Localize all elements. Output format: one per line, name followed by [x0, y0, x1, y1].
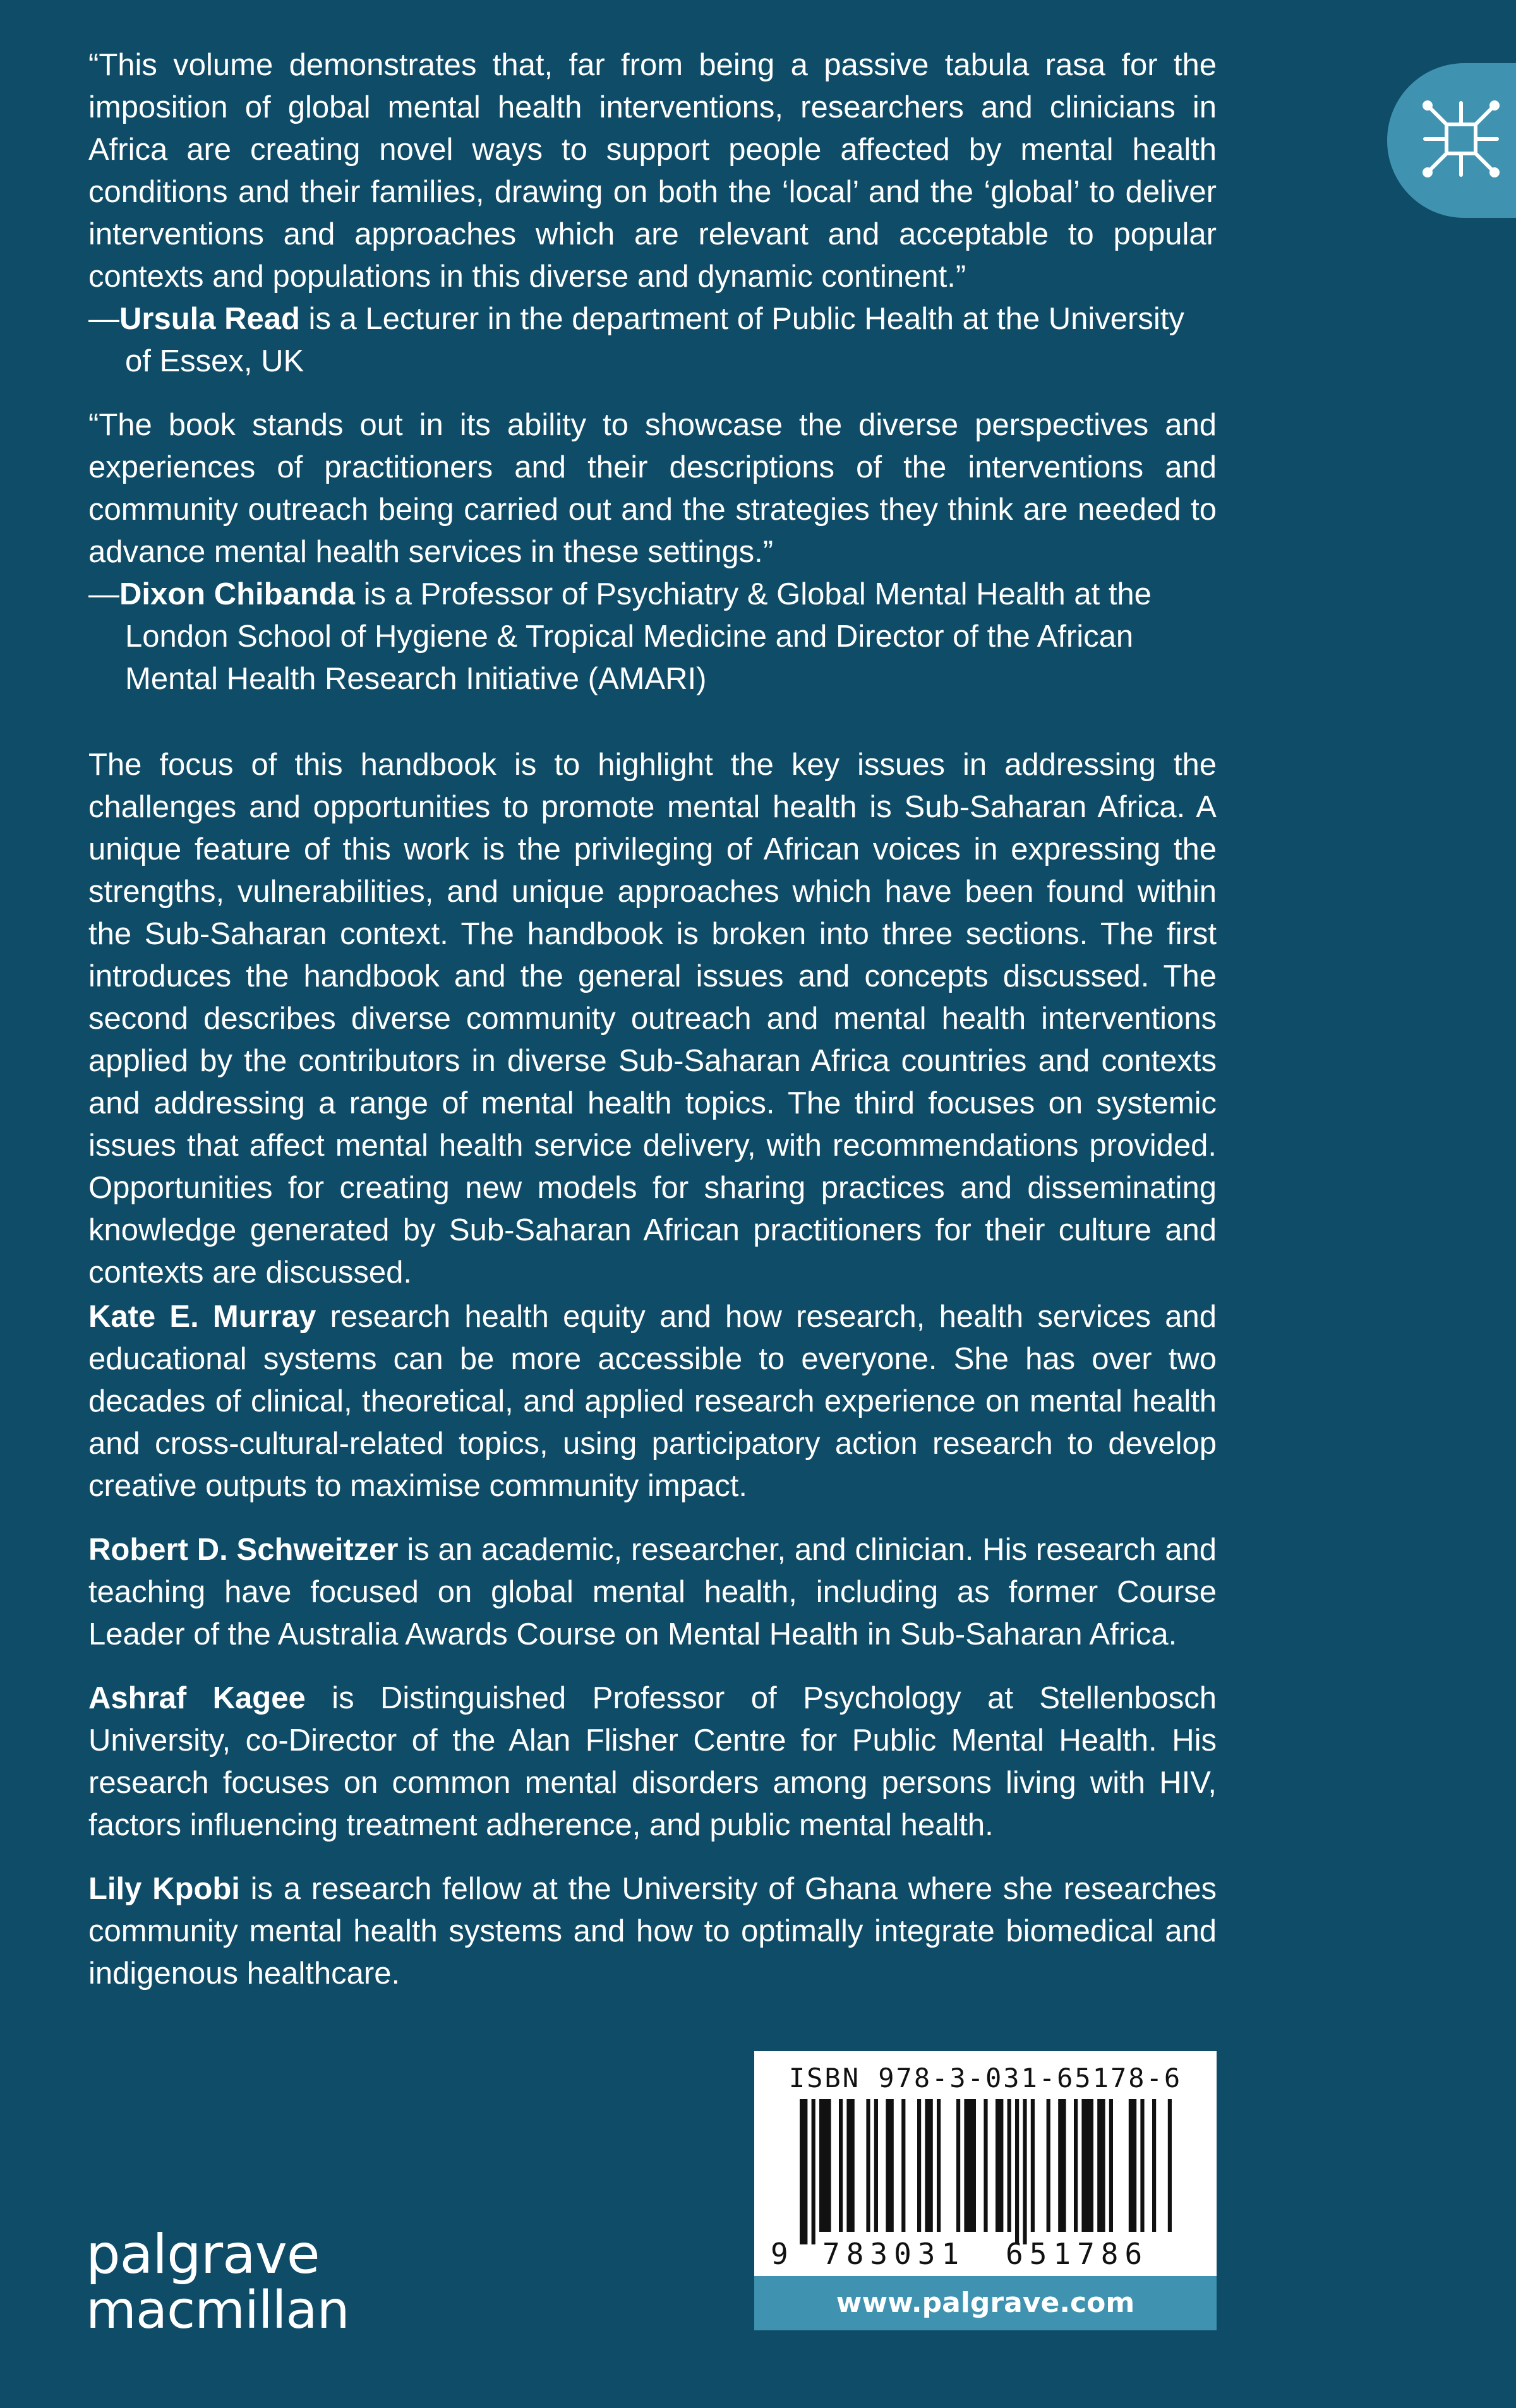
- author-name: Kate E. Murray: [88, 1300, 316, 1334]
- description-text: The focus of this handbook is to highlight the key issues in addressing the challenges and opportunities to promote mental health is Sub-Saharan Africa. A unique feature of this work is the privileging of African voices in expressing the strengths, vulnerabilities, and unique approaches which have been found within the Sub-Saharan context. The handbook is broken into three sections. The first introduces the handbook and the general issues and concepts discussed. The second describes diverse community outreach and mental health interventions applied by the contributors in diverse Sub-Saharan Africa countries and contexts and addressing a range of mental health topics. The third focuses on systemic issues that affect mental health service delivery, with recommendations provided. Opportunities for creating new models for sharing practices and disseminating knowledge generated by Sub-Saharan African practitioners for their culture and contexts are discussed.: [88, 748, 1217, 1290]
- barcode-bar: [917, 2099, 921, 2232]
- author-name: Ashraf Kagee: [88, 1681, 306, 1715]
- isbn-barcode-box: ISBN 978-3-031-65178-6 9 783031 651786: [754, 2051, 1217, 2276]
- barcode-bar: [937, 2099, 941, 2232]
- endorsement-1: [88, 44, 1217, 383]
- author-name: Robert D. Schweitzer: [88, 1533, 399, 1567]
- author-bio-text: is an academic, researcher, and clinician. His research and teaching have focused on global mental health, including as former Course Leader of the Australia Awards Course on Mental Health in Sub-Saharan Africa.: [88, 1533, 1217, 1651]
- barcode-bar: [874, 2099, 878, 2232]
- endorsement-1-attribution: —Ursula Read is a Lecturer in the department of Public Health at the University of Essex, UK: [88, 302, 1184, 378]
- barcode-bar: [956, 2099, 960, 2232]
- endorser-name: Dixon Chibanda: [119, 577, 355, 611]
- barcode-bar: [984, 2099, 987, 2232]
- barcode-bar: [866, 2099, 870, 2232]
- barcode-bar: [886, 2099, 893, 2232]
- author-name: Lily Kpobi: [88, 1872, 240, 1906]
- publisher-logo: [86, 2223, 349, 2340]
- barcode-bar: [964, 2099, 976, 2232]
- author-bio-text: is a research fellow at the University of Ghana where she researches community mental health systems and how to optimally integrate biomedical and indigenous healthcare.: [88, 1872, 1217, 1991]
- endorsement-2-quote: “The book stands out in its ability to showcase the diverse perspectives and experiences of practitioners and their descriptions of the interventions and community outreach being carried out and the strategies they think are needed to advance mental health services in these settings.”: [88, 408, 1217, 569]
- endorsement-2: [88, 404, 1217, 700]
- endorsement-1-quote: “This volume demonstrates that, far from being a passive tabula rasa for the imposition of global mental health interventions, researchers and clinicians in Africa are creating novel ways to support people affected by mental health conditions and their families, drawing on both the ‘local’ and the ‘global’ to deliver interventions and approaches which are relevant and acceptable to popular contexts and populations in this diverse and dynamic continent.”: [88, 48, 1217, 294]
- author-bio-text: research health equity and how research, health services and educational systems can be more accessible to everyone. She has over two decades of clinical, theoretical, and applied research experience on mental health and cross-cultural-related topics, using participatory action research to develop creative outputs to maximise community impact.: [88, 1300, 1217, 1503]
- barcode-bar: [1058, 2099, 1066, 2232]
- book-description: [88, 744, 1217, 1294]
- barcode: [800, 2099, 1172, 2244]
- endorser-name: Ursula Read: [119, 302, 300, 336]
- barcode-bar: [1140, 2099, 1144, 2232]
- barcode-bar: [1074, 2099, 1078, 2232]
- barcode-bar: [839, 2099, 843, 2232]
- author-bio-2: [88, 1529, 1217, 1656]
- barcode-bar: [819, 2099, 831, 2232]
- author-bio-1: [88, 1296, 1217, 1507]
- barcode-bar: [1109, 2099, 1113, 2232]
- barcode-bar: [846, 2099, 854, 2232]
- barcode-bar: [1129, 2099, 1136, 2232]
- barcode-bar: [800, 2099, 807, 2244]
- author-bio-3: [88, 1677, 1217, 1847]
- barcode-bar: [901, 2099, 905, 2232]
- barcode-bar: [1097, 2099, 1105, 2232]
- series-badge: [1387, 63, 1516, 218]
- barcode-bar: [1152, 2099, 1156, 2232]
- author-bio-text: is Distinguished Professor of Psychology at Stellenbosch University, co-Director of the Alan Flisher Centre for Public Mental Health. His research focuses on common mental disorders among persons living with HIV, factors influencing treatment adherence, and public mental health.: [88, 1681, 1217, 1842]
- publisher-url: www.palgrave.com: [754, 2276, 1217, 2330]
- barcode-bar: [1168, 2099, 1172, 2232]
- logo-line-2: macmillan: [86, 2280, 349, 2340]
- isbn-label: ISBN 978-3-031-65178-6: [788, 2063, 1182, 2094]
- barcode-bar: [1081, 2099, 1093, 2232]
- barcode-bar: [925, 2099, 932, 2232]
- barcode-bar: [996, 2099, 1003, 2232]
- barcode-bar: [812, 2099, 815, 2244]
- barcode-bar: [1015, 2099, 1019, 2244]
- endorsement-2-attribution: —Dixon Chibanda is a Professor of Psychiatry & Global Mental Health at the London School of Hygiene & Tropical Medicine and Director of the African Mental Health Research Initiative (AMARI): [88, 577, 1152, 696]
- author-bio-4: [88, 1868, 1217, 1995]
- logo-line-1: palgrave: [86, 2223, 320, 2286]
- barcode-bar: [1047, 2099, 1050, 2232]
- barcode-bar: [1008, 2099, 1011, 2232]
- barcode-bar: [1031, 2099, 1035, 2232]
- network-node-icon: [1420, 98, 1502, 180]
- barcode-bar: [1023, 2099, 1026, 2244]
